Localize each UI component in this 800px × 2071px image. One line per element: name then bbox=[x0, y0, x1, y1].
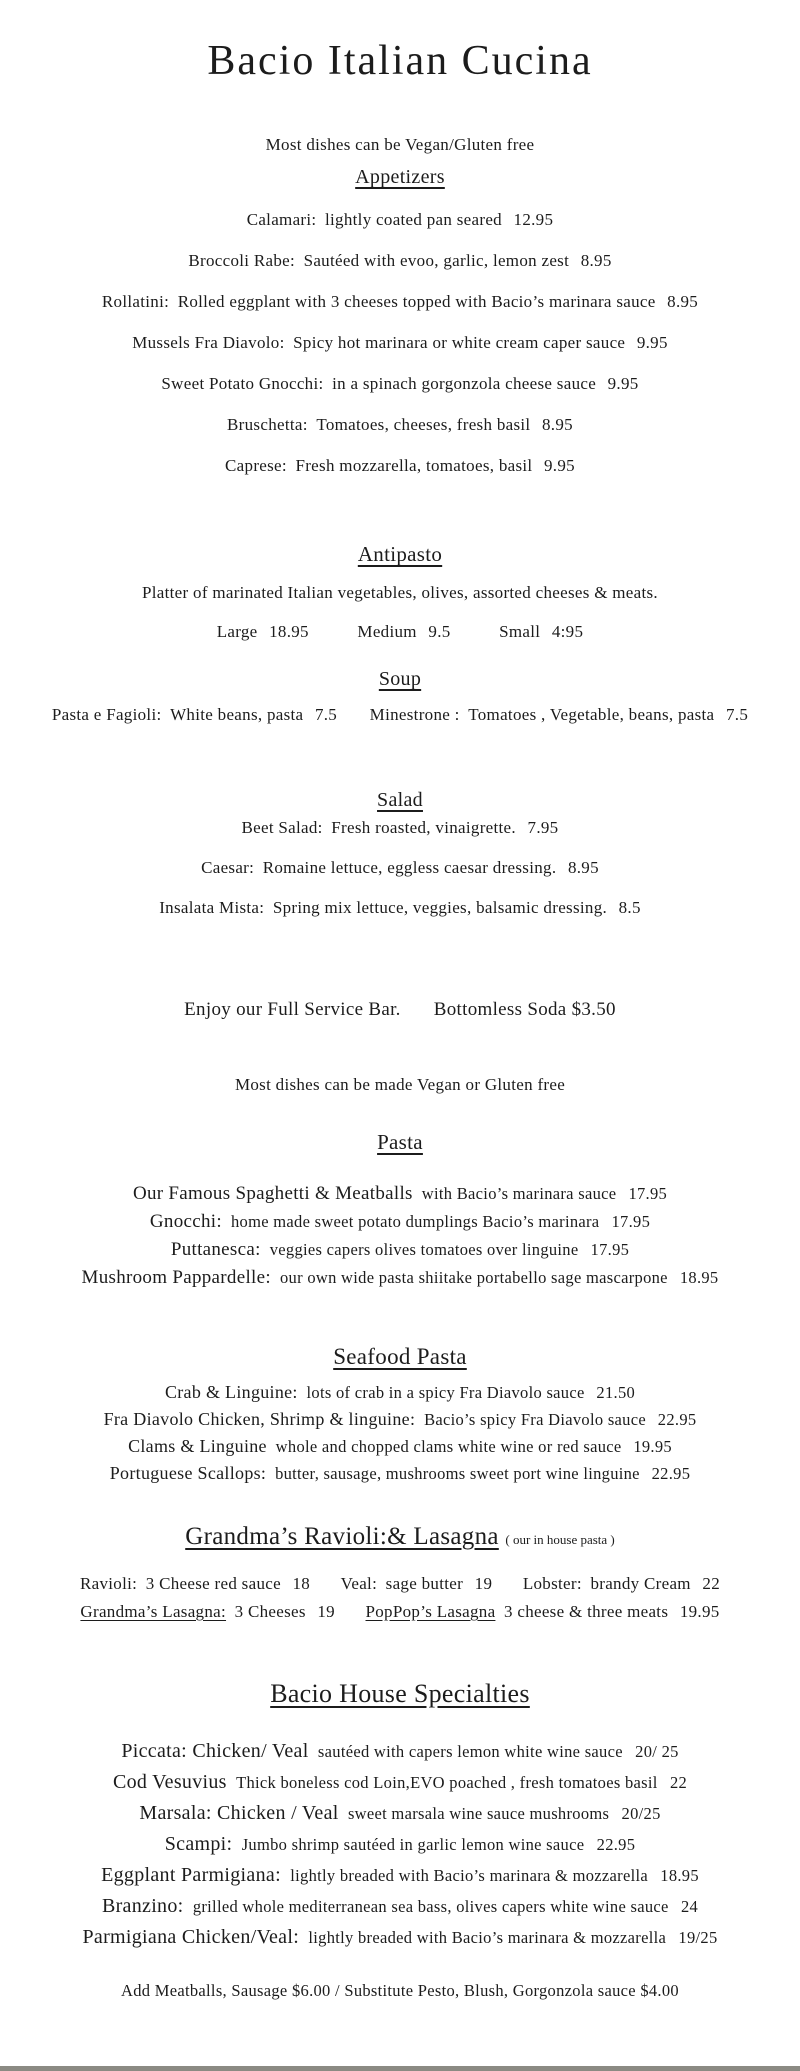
size-label: Small bbox=[499, 622, 541, 641]
menu-item-puttanesca bbox=[0, 1238, 800, 1262]
size-large bbox=[217, 622, 309, 641]
item-desc: whole and chopped clams white wine or red sauce bbox=[275, 1437, 622, 1456]
item-desc: veggies capers olives tomatoes over linguine bbox=[269, 1240, 579, 1259]
item-price: 17.95 bbox=[628, 1184, 668, 1203]
section-header-antipasto-label: Antipasto bbox=[357, 542, 443, 566]
item-name: Broccoli Rabe: bbox=[188, 251, 295, 270]
menu-item-caesar bbox=[0, 857, 800, 879]
item-desc: Tomatoes , Vegetable, beans, pasta bbox=[468, 705, 715, 724]
soda-note: Bottomless Soda $3.50 bbox=[433, 999, 616, 1020]
item-name: Piccata: Chicken/ Veal bbox=[121, 1740, 309, 1762]
item-name: Mushroom Pappardelle: bbox=[81, 1267, 271, 1288]
item-name: Eggplant Parmigiana: bbox=[101, 1864, 281, 1886]
menu-item-mussels-fra-diavolo bbox=[0, 332, 800, 354]
item-desc: home made sweet potato dumplings Bacio’s marinara bbox=[230, 1212, 600, 1231]
item-price: 8.95 bbox=[542, 415, 573, 434]
item-price: 7.95 bbox=[527, 818, 559, 837]
item-name: Mussels Fra Diavolo: bbox=[132, 333, 285, 352]
item-price: 21.50 bbox=[596, 1383, 636, 1402]
item-desc: lightly coated pan seared bbox=[325, 210, 502, 229]
item-name: Parmigiana Chicken/Veal: bbox=[82, 1926, 300, 1948]
item-name: Clams & Linguine bbox=[128, 1436, 267, 1456]
menu-item-marsala bbox=[0, 1802, 800, 1825]
restaurant-title: Bacio Italian Cucina bbox=[207, 38, 593, 84]
menu-item-pasta-e-fagioli bbox=[52, 705, 342, 724]
item-desc: 3 Cheese red sauce bbox=[145, 1574, 281, 1593]
item-name: Caesar: bbox=[201, 858, 255, 877]
item-name: Gnocchi: bbox=[149, 1211, 222, 1232]
size-label: Medium bbox=[357, 622, 417, 641]
menu-item-minestrone bbox=[370, 705, 748, 724]
menu-item-insalata-mista bbox=[0, 897, 800, 919]
item-price: 22 bbox=[669, 1773, 688, 1792]
item-desc: our own wide pasta shiitake portabello sage mascarpone bbox=[280, 1268, 668, 1287]
item-name: Beet Salad: bbox=[241, 818, 323, 837]
menu-item-parmigiana-chicken-veal bbox=[0, 1926, 800, 1949]
item-price: 7.5 bbox=[314, 705, 338, 724]
menu-item-scampi bbox=[0, 1833, 800, 1856]
section-header-house-specialties bbox=[0, 1677, 800, 1710]
item-desc: Thick boneless cod Loin,EVO poached , fresh tomatoes basil bbox=[236, 1773, 658, 1792]
section-header-seafood-pasta bbox=[0, 1342, 800, 1372]
item-desc: Spring mix lettuce, veggies, balsamic dressing. bbox=[272, 898, 608, 917]
item-desc: lots of crab in a spicy Fra Diavolo sauce bbox=[306, 1383, 585, 1402]
item-price: 19/25 bbox=[678, 1928, 718, 1947]
item-price: 12.95 bbox=[513, 210, 554, 229]
item-name: Minestrone : bbox=[369, 705, 460, 724]
item-name: Scampi: bbox=[164, 1833, 233, 1855]
item-price: 19.95 bbox=[679, 1602, 720, 1621]
item-price: 7.5 bbox=[725, 705, 749, 724]
item-price: 22.95 bbox=[651, 1464, 691, 1483]
soup-items-row bbox=[0, 704, 800, 726]
section-header-appetizers-label: Appetizers bbox=[355, 166, 445, 188]
item-desc: with Bacio’s marinara sauce bbox=[421, 1184, 617, 1203]
item-price: 20/25 bbox=[621, 1804, 661, 1823]
size-price: 18.95 bbox=[269, 622, 309, 641]
item-desc: Sautéed with evoo, garlic, lemon zest bbox=[303, 251, 570, 270]
menu-item-broccoli-rabe bbox=[0, 250, 800, 272]
item-price: 22 bbox=[702, 1574, 720, 1593]
item-desc: Fresh roasted, vinaigrette. bbox=[331, 818, 516, 837]
section-header-grandmas-label: Grandma’s Ravioli:& Lasagna bbox=[185, 1523, 499, 1550]
size-label: Large bbox=[216, 622, 258, 641]
item-price: 8.95 bbox=[567, 858, 599, 877]
item-desc: sage butter bbox=[385, 1574, 464, 1593]
item-name: Cod Vesuvius bbox=[112, 1771, 227, 1793]
ravioli-row bbox=[0, 1572, 800, 1595]
item-name: Insalata Mista: bbox=[159, 898, 265, 917]
menu-item-crab-linguine bbox=[0, 1381, 800, 1404]
antipasto-sizes-row bbox=[0, 621, 800, 643]
size-medium bbox=[357, 622, 450, 641]
item-name: Sweet Potato Gnocchi: bbox=[161, 374, 324, 393]
item-desc: Spicy hot marinara or white cream caper sauce bbox=[293, 333, 626, 352]
item-price: 17.95 bbox=[590, 1240, 630, 1259]
menu-item-mushroom-pappardelle bbox=[0, 1266, 800, 1290]
bar-note-row bbox=[0, 998, 800, 1022]
item-price: 8.95 bbox=[580, 251, 612, 270]
menu-item-gnocchi bbox=[0, 1210, 800, 1234]
item-price: 18 bbox=[292, 1574, 311, 1593]
item-price: 18.95 bbox=[679, 1268, 719, 1287]
item-name: Crab & Linguine: bbox=[164, 1382, 298, 1402]
addons-note: Add Meatballs, Sausage $6.00 / Substitute Pesto, Blush, Gorgonzola sauce $4.00 bbox=[121, 1981, 679, 2000]
size-small bbox=[499, 622, 583, 641]
menu-item-lobster-ravioli bbox=[523, 1574, 720, 1593]
item-desc: Romaine lettuce, eggless caesar dressing. bbox=[262, 858, 557, 877]
item-name: Caprese: bbox=[225, 456, 287, 475]
section-header-seafood-pasta-label: Seafood Pasta bbox=[333, 1344, 467, 1369]
section-header-soup-label: Soup bbox=[378, 668, 422, 690]
section-header-pasta bbox=[0, 1129, 800, 1156]
section-header-grandmas-note: ( our in house pasta ) bbox=[505, 1532, 615, 1547]
item-price: 9.95 bbox=[544, 456, 575, 475]
item-desc: 3 Cheeses bbox=[234, 1602, 306, 1621]
item-desc: Rolled eggplant with 3 cheeses topped with Bacio’s marinara sauce bbox=[177, 292, 656, 311]
dietary-note-mid: Most dishes can be made Vegan or Gluten free bbox=[234, 1075, 566, 1094]
section-header-house-specialties-label: Bacio House Specialties bbox=[270, 1679, 530, 1708]
section-header-antipasto bbox=[0, 541, 800, 567]
section-header-grandmas-ravioli-lasagna bbox=[0, 1521, 800, 1556]
item-name: Portuguese Scallops: bbox=[109, 1463, 267, 1483]
item-desc: sautéed with capers lemon white wine sauce bbox=[317, 1742, 623, 1761]
section-header-salad-label: Salad bbox=[377, 789, 423, 811]
menu-item-veal-ravioli bbox=[341, 1574, 497, 1593]
item-price: 20/ 25 bbox=[635, 1742, 679, 1761]
lasagna-row bbox=[0, 1600, 800, 1623]
item-price: 24 bbox=[680, 1897, 699, 1916]
item-name: Veal: bbox=[340, 1574, 378, 1593]
item-price: 17.95 bbox=[611, 1212, 651, 1231]
item-name: Marsala: Chicken / Veal bbox=[139, 1802, 339, 1824]
item-price: 8.95 bbox=[667, 292, 699, 311]
menu-item-bruschetta bbox=[0, 414, 800, 436]
item-price: 19 bbox=[317, 1602, 335, 1621]
section-header-soup bbox=[0, 666, 800, 692]
menu-item-ravioli bbox=[80, 1574, 315, 1593]
item-name: Fra Diavolo Chicken, Shrimp & linguine: bbox=[103, 1409, 416, 1429]
menu-item-clams-linguine bbox=[0, 1435, 800, 1458]
item-desc: Bacio’s spicy Fra Diavolo sauce bbox=[424, 1410, 646, 1429]
menu-item-portuguese-scallops bbox=[0, 1462, 800, 1485]
item-price: 9.95 bbox=[607, 374, 639, 393]
item-price: 18.95 bbox=[660, 1866, 699, 1885]
menu-item-sweet-potato-gnocchi bbox=[0, 373, 800, 395]
menu-item-beet-salad bbox=[0, 817, 800, 839]
item-desc: Fresh mozzarella, tomatoes, basil bbox=[295, 456, 533, 475]
item-name: PopPop’s Lasagna bbox=[365, 1602, 496, 1621]
section-header-appetizers bbox=[0, 164, 800, 190]
item-price: 8.5 bbox=[618, 898, 641, 917]
item-desc: Tomatoes, cheeses, fresh basil bbox=[316, 415, 531, 434]
item-name: Pasta e Fagioli: bbox=[51, 705, 162, 724]
item-desc: butter, sausage, mushrooms sweet port wine linguine bbox=[275, 1464, 640, 1483]
dietary-note-top: Most dishes can be Vegan/Gluten free bbox=[265, 135, 535, 154]
item-desc: 3 cheese & three meats bbox=[504, 1602, 669, 1621]
menu-item-calamari bbox=[0, 209, 800, 231]
menu-item-cod-vesuvius bbox=[0, 1771, 800, 1794]
item-desc: lightly breaded with Bacio’s marinara & mozzarella bbox=[290, 1866, 648, 1885]
item-desc: brandy Cream bbox=[590, 1574, 691, 1593]
section-header-pasta-label: Pasta bbox=[377, 1130, 423, 1154]
item-price: 19.95 bbox=[633, 1437, 672, 1456]
menu-item-branzino bbox=[0, 1895, 800, 1918]
menu-item-poppops-lasagna bbox=[366, 1602, 720, 1621]
item-name: Grandma’s Lasagna: bbox=[80, 1602, 227, 1621]
menu-item-caprese bbox=[0, 455, 800, 477]
bar-note: Enjoy our Full Service Bar. bbox=[184, 999, 401, 1020]
item-desc: Jumbo shrimp sautéed in garlic lemon wine sauce bbox=[241, 1835, 585, 1854]
menu-item-eggplant-parmigiana bbox=[0, 1864, 800, 1887]
item-name: Puttanesca: bbox=[170, 1239, 261, 1260]
antipasto-description: Platter of marinated Italian vegetables, olives, assorted cheeses & meats. bbox=[142, 583, 658, 602]
size-price: 9.5 bbox=[428, 622, 451, 641]
section-header-salad bbox=[0, 787, 800, 813]
item-name: Branzino: bbox=[101, 1895, 184, 1917]
item-name: Ravioli: bbox=[79, 1574, 138, 1593]
item-price: 9.95 bbox=[636, 333, 668, 352]
item-desc: White beans, pasta bbox=[170, 705, 304, 724]
item-name: Our Famous Spaghetti & Meatballs bbox=[132, 1183, 413, 1204]
size-price: 4:95 bbox=[551, 622, 584, 641]
item-price: 22.95 bbox=[596, 1835, 636, 1854]
item-desc: grilled whole mediterranean sea bass, olives capers white wine sauce bbox=[192, 1897, 669, 1916]
item-name: Bruschetta: bbox=[227, 415, 308, 434]
item-price: 22.95 bbox=[657, 1410, 697, 1429]
item-desc: lightly breaded with Bacio’s marinara & mozzarella bbox=[308, 1928, 667, 1947]
bottom-border-bar bbox=[0, 2066, 800, 2071]
menu-item-grandmas-lasagna bbox=[80, 1602, 339, 1621]
menu-item-spaghetti-meatballs bbox=[0, 1182, 800, 1206]
menu-item-rollatini bbox=[0, 291, 800, 313]
menu-item-fra-diavolo-chicken-shrimp bbox=[0, 1408, 800, 1431]
item-name: Lobster: bbox=[522, 1574, 582, 1593]
item-desc: sweet marsala wine sauce mushrooms bbox=[347, 1804, 610, 1823]
item-name: Calamari: bbox=[246, 210, 317, 229]
item-desc: in a spinach gorgonzola cheese sauce bbox=[332, 374, 597, 393]
menu-item-piccata bbox=[0, 1740, 800, 1763]
item-price: 19 bbox=[474, 1574, 493, 1593]
item-name: Rollatini: bbox=[101, 292, 170, 311]
